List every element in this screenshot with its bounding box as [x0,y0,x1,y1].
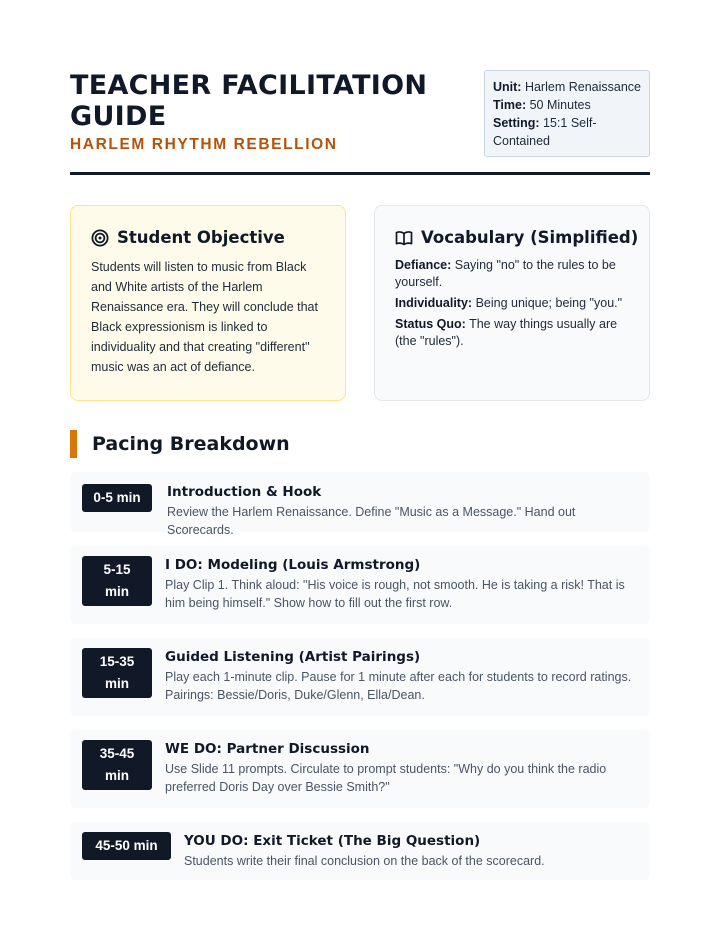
pacing-row-intro [70,472,650,537]
vocabulary-header [395,228,639,247]
document-header [70,70,650,170]
vocab-item-status-quo [395,316,629,350]
time-badge: 15-35 min [82,648,152,698]
objective-text: Students will listen to music from Black and White artists of the Harlem Renaissance era. They will conclude that Black expressionism is linked to individuality and that creating "different" music was an act of defiance. [91,260,318,374]
time-badge: 35-45 min [82,740,152,790]
setting-label: Setting: [493,116,540,130]
vocab-term: Individuality: [395,296,473,310]
time-label: Time: [493,98,527,112]
pacing-row-guided [70,638,650,716]
pacing-row-body [184,833,638,870]
vocab-item-individuality [395,295,629,312]
pacing-title: Pacing Breakdown [92,433,290,455]
pacing-row-i-do [70,546,650,624]
page-subtitle: HARLEM RHYTHM REBELLION [70,136,338,153]
pacing-row-body [165,741,638,796]
time-badge: 0-5 min [82,484,152,512]
pacing-row-title: I DO: Modeling (Louis Armstrong) [165,557,421,573]
vocabulary-card [374,205,650,401]
pacing-row-desc: Play each 1-minute clip. Pause for 1 minute after each for students to record ratings. Pairings: Bessie/Doris, Duke/Glenn, Ella/Dean. [165,670,632,702]
pacing-row-desc: Use Slide 11 prompts. Circulate to prompt students: "Why do you think the radio preferred Doris Day over Bessie Smith?" [165,762,607,794]
lesson-info-box [484,70,650,157]
pacing-row-body [165,557,638,612]
vocab-definition: The way things usually are (the "rules"). [395,317,618,348]
pacing-row-you-do [70,822,650,880]
pacing-row-desc: Review the Harlem Renaissance. Define "Music as a Message." Hand out Scorecards. [167,505,576,537]
pacing-row-desc: Play Clip 1. Think aloud: "His voice is rough, not smooth. He is taking a risk! That is him being himself." Show how to fill out the first row. [165,578,625,610]
vocab-term: Status Quo: [395,317,466,331]
time-row [493,96,641,114]
pacing-row-title: YOU DO: Exit Ticket (The Big Question) [184,833,481,849]
unit-row [493,78,641,96]
book-icon [395,229,413,247]
pacing-row-we-do [70,730,650,808]
pacing-row-body [167,484,638,539]
pacing-row-title: Guided Listening (Artist Pairings) [165,649,421,665]
pacing-section-header [70,430,290,458]
section-accent-bar [70,430,77,458]
time-badge: 45-50 min [82,832,171,860]
vocab-definition: Being unique; being "you." [475,296,623,310]
time-value: 50 Minutes [529,98,591,112]
pacing-row-title: WE DO: Partner Discussion [165,741,370,757]
time-badge: 5-15 min [82,556,152,606]
unit-label: Unit: [493,80,522,94]
target-icon [91,229,109,247]
objective-header [91,228,325,247]
vocab-term: Defiance: [395,258,452,272]
pacing-row-title: Introduction & Hook [167,484,322,500]
setting-row [493,114,641,150]
pacing-row-desc: Students write their final conclusion on the back of the scorecard. [184,854,545,868]
student-objective-card [70,205,346,401]
page-title: TEACHER FACILITATION GUIDE [70,70,428,132]
vocab-definition: Saying "no" to the rules to be yourself. [395,258,616,289]
unit-value: Harlem Renaissance [524,80,641,94]
vocab-item-defiance [395,257,629,291]
vocabulary-title: Vocabulary (Simplified) [421,228,639,247]
objective-title: Student Objective [117,228,285,247]
header-divider [70,172,650,175]
pacing-row-body [165,649,638,704]
setting-value: 15:1 Self-Contained [493,116,597,148]
